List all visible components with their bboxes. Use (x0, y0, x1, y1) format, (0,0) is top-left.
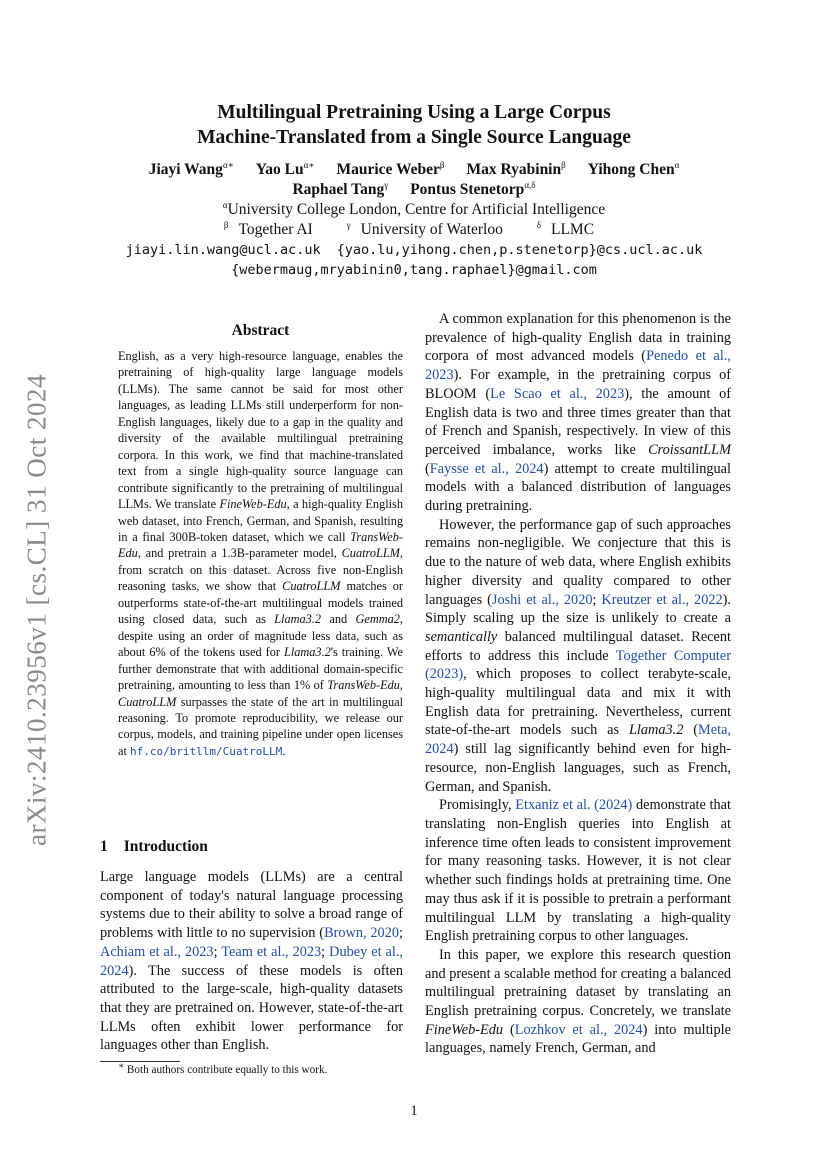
paragraph: In this paper, we explore this research question and present a scalable method for creating a balanced multilingual pretraining dataset by translating an English pretraining corpus. Concretely, we translate FineWeb-Edu (Lozhkov et al., 2024) into multiple languages, namely French, German, and (425, 946, 731, 1057)
section-heading: 1 Introduction (100, 838, 208, 855)
paragraph: Promisingly, Etxaniz et al. (2024) demonstrate that translating non-English queries into English at inference time often leads to consistent improvement for many reasoning tasks. However, it is not clear whether such findings holds at pretraining time. One may thus ask if it is possible to pretrain a performant multilingual LLM by translating a high-quality English pretraining corpus to other languages. (425, 797, 731, 945)
release-link[interactable]: hf.co/britllm/CuatroLLM (129, 744, 283, 758)
citation-link[interactable]: Meta, 2024 (425, 722, 731, 758)
affiliation-row (100, 220, 728, 240)
citation-link[interactable]: Kreutzer et al., 2022 (601, 591, 723, 608)
author-list (100, 160, 728, 200)
title-line-2: Machine-Translated from a Single Source Language (197, 127, 631, 148)
citation-link[interactable]: Le Scao et al., 2023 (490, 385, 625, 402)
author: Yihong Chen$^\alpha$ (587, 159, 680, 178)
author: Yao $Lu^{\alpha∗}$ (255, 159, 315, 178)
author: Pontus Stenetorp$^{\alpha,\delta}$ (410, 179, 536, 198)
paper-title (100, 100, 728, 150)
email[interactable]: {yao.lu,yihong.chen,p.stenetorp}@cs.ucl.ac.uk (336, 242, 703, 258)
affiliation-waterloo: $^\gamma$ University of Waterloo (346, 219, 503, 238)
paragraph: However, the performance gap of such approaches remains non-negligible. We conjecture that this is due to the nature of web data, where English exhibits higher diversity and quality compared to other languages (Joshi et al., 2020; Kreutzer et al., 2022). Simply scaling up the size is unlikely to create a semantically balanced multilingual dataset. Recent efforts to address this include Together Computer (2023), which proposes to collect terabyte-scale, high-quality multilingual data and mix it with English data for pretraining. Nevertheless, current state-of-the-art models such as Llama3.2 (Meta, 2024) still lag significantly behind even for high-resource, non-English languages, such as French, German, and Spanish. (425, 516, 731, 795)
affiliation-llmc: $^\delta$ LLMC (536, 219, 595, 238)
intro-paragraph: Large language models (LLMs) are a central component of today's natural language processing systems due to their ability to solve a broad range of problems with little to no supervision (Brown, 2020; Achiam et al., 2023; Team et al., 2023; Dubey et al., 2024). The success of these models is often attributed to the large-scale, high-quality datasets that they are pretrained on. However, state-of-the-art LLMs often exhibit lower performance for languages other than English. (100, 869, 404, 1054)
author: Maurice Weber$^\beta$ (336, 159, 445, 178)
citation-link[interactable]: Penedo et al., 2023 (425, 348, 731, 384)
citation-link[interactable]: Team et al., 2023 (221, 943, 322, 960)
citation-link[interactable]: Brown, 2020 (324, 925, 400, 942)
citation-link[interactable]: Lozhkov et al., 2024 (514, 1021, 643, 1038)
page-number: 1 (410, 1103, 418, 1119)
email-row-2 (100, 260, 728, 280)
citation-link[interactable]: Etxaniz et al. (2024) (515, 797, 633, 814)
abstract-heading: Abstract (231, 322, 290, 339)
email[interactable]: jiayi.lin.wang@ucl.ac.uk (125, 242, 321, 258)
citation-link[interactable]: Dubey et al., 2024 (100, 943, 404, 979)
author: Max Ryabinin$^\beta$ (466, 159, 566, 178)
footnote: ∗ Both authors contribute equally to this work. (118, 1060, 328, 1076)
right-column (425, 310, 731, 1058)
affiliation-together: $^\beta$ Together AI (223, 219, 313, 238)
affiliation-ucl: $^\alpha$University College London, Centre for Artificial Intelligence (222, 199, 606, 218)
citation-link[interactable]: Achiam et al., 2023 (100, 943, 214, 960)
author: Raphael Tang$^\gamma$ (292, 179, 389, 198)
citation-link[interactable]: Faysse et al., 2024 (429, 460, 544, 477)
email[interactable]: {webermaug,mryabinin0,tang.raphael}@gmail.com (231, 262, 597, 278)
citation-link[interactable]: Joshi et al., 2020 (491, 591, 593, 608)
email-row-1 (100, 240, 728, 260)
title-line-1: Multilingual Pretraining Using a Large Corpus (217, 102, 611, 123)
paragraph: A common explanation for this phenomenon is the prevalence of high-quality English data in training corpora of most advanced models (Penedo et al., 2023). For example, in the pretraining corpus of BLOOM (Le Scao et al., 2023), the amount of English data is two and three times greater than that of French and Spanish, respectively. In view of this perceived imbalance, works like CroissantLLM (Faysse et al., 2024) attempt to create multilingual models with a balanced distribution of languages during pretraining. (425, 311, 732, 515)
footnote-rule (100, 1061, 180, 1062)
arxiv-identifier: arXiv:2410.23956v1 [cs.CL] 31 Oct 2024 (21, 374, 52, 846)
abstract-text: English, as a very high-resource language, enables the pretraining of high-quality large language models (LLMs). The same cannot be said for most other languages, as leading LLMs still underperform for non-English languages, likely due to a gap in the quality and diversity of the available multilingual pretraining corpora. In this work, we find that machine-translated text from a single high-quality source language can contribute significantly to the pretraining of multilingual LLMs. We translate FineWeb-Edu, a high-quality English web dataset, into French, German, and Spanish, resulting in a final 300B-token dataset, which we call TransWeb-Edu, and pretrain a 1.3B-parameter model, CuatroLLM, from scratch on this dataset. Across five non-English reasoning tasks, we show that CuatroLLM matches or outperforms state-of-the-art multilingual models trained using closed data, such as Llama3.2 and Gemma2, despite using an order of magnitude less data, such as about 6% of the tokens used for Llama3.2's training. We further demonstrate that with additional domain-specific pretraining, amounting to less than 1% of TransWeb-Edu, CuatroLLM surpasses the state of the art in multilingual reasoning. To promote reproducibility, we release our corpus, models, and training pipeline under open licenses at hf.co/britllm/CuatroLLM. (118, 349, 403, 758)
abstract-block (118, 322, 403, 760)
author: Jiayi Wang$^{\alpha∗}$ (148, 159, 234, 178)
citation-link[interactable]: Together Computer (2023) (425, 647, 731, 683)
